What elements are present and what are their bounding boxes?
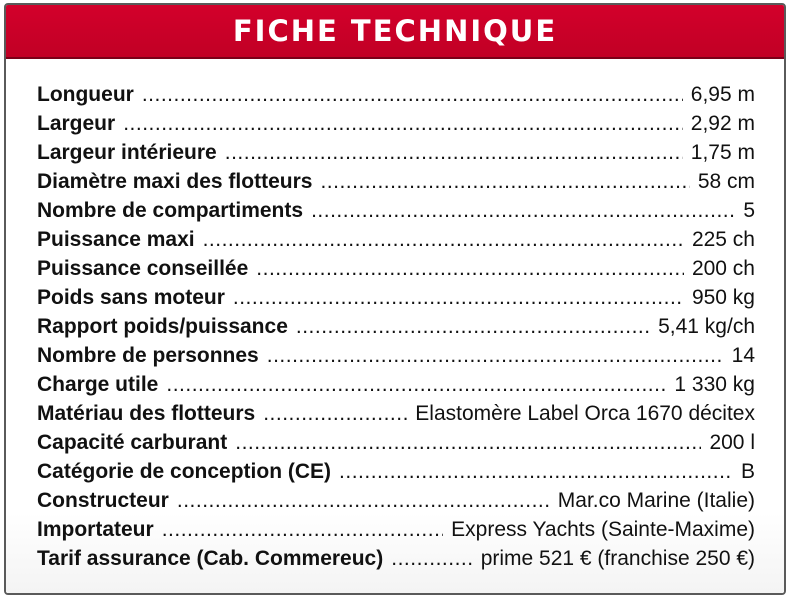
spec-row [37, 199, 755, 228]
dot-leader [162, 518, 443, 542]
spec-label: Matériau des flotteurs [37, 402, 256, 425]
spec-label: Nombre de compartiments [37, 199, 304, 222]
spec-row [37, 402, 755, 431]
spec-label: Importateur [37, 518, 154, 541]
spec-label: Capacité carburant [37, 431, 228, 454]
dot-leader [311, 199, 735, 223]
spec-row [37, 431, 755, 460]
spec-value: prime 521 € (franchise 250 €) [480, 547, 755, 570]
spec-value: Elastomère Label Orca 1670 décitex [415, 402, 755, 425]
spec-label: Catégorie de conception (CE) [37, 460, 332, 483]
spec-row [37, 489, 755, 518]
dot-leader [142, 83, 683, 107]
dot-leader [320, 170, 689, 194]
spec-value: B [740, 460, 755, 483]
spec-row [37, 170, 755, 199]
spec-label: Longueur [37, 83, 134, 106]
spec-value: 5,41 kg/ch [658, 315, 755, 338]
spec-value: 5 [743, 199, 755, 222]
spec-label: Puissance conseillée [37, 257, 249, 280]
dot-leader [225, 141, 683, 165]
spec-label: Nombre de personnes [37, 344, 259, 367]
spec-label: Diamètre maxi des flotteurs [37, 170, 313, 193]
spec-row [37, 518, 755, 547]
spec-value: 1 330 kg [674, 373, 755, 396]
dot-leader [256, 257, 684, 281]
spec-value: Express Yachts (Sainte-Maxime) [451, 518, 755, 541]
spec-sheet-card [4, 3, 786, 595]
spec-list [37, 83, 755, 576]
spec-label: Constructeur [37, 489, 169, 512]
spec-value: 200 l [709, 431, 755, 454]
spec-label: Poids sans moteur [37, 286, 225, 309]
spec-value: 14 [731, 344, 755, 367]
spec-row [37, 257, 755, 286]
dot-leader [267, 344, 724, 368]
dot-leader [166, 373, 666, 397]
spec-value: 2,92 m [690, 112, 755, 135]
header-banner [6, 5, 784, 59]
spec-value: 1,75 m [690, 141, 755, 164]
spec-value: 950 kg [691, 286, 755, 309]
spec-body [6, 59, 784, 593]
spec-row [37, 112, 755, 141]
spec-value: 6,95 m [690, 83, 755, 106]
dot-leader [339, 460, 733, 484]
spec-label: Tarif assurance (Cab. Commereuc) [37, 547, 384, 570]
spec-row [37, 141, 755, 170]
dot-leader [177, 489, 550, 513]
spec-row [37, 373, 755, 402]
dot-leader [123, 112, 683, 136]
spec-label: Puissance maxi [37, 228, 195, 251]
spec-label: Largeur [37, 112, 116, 135]
dot-leader [263, 402, 407, 426]
spec-row [37, 315, 755, 344]
dot-leader [203, 228, 684, 252]
dot-leader [391, 547, 472, 571]
spec-label: Rapport poids/puissance [37, 315, 288, 338]
spec-value: 225 ch [691, 228, 755, 251]
spec-row [37, 547, 755, 576]
spec-row [37, 286, 755, 315]
spec-row [37, 344, 755, 373]
spec-label: Largeur intérieure [37, 141, 217, 164]
spec-row [37, 228, 755, 257]
page-title: FICHE TECHNIQUE [232, 14, 558, 48]
dot-leader [233, 286, 684, 310]
spec-row [37, 83, 755, 112]
spec-row [37, 460, 755, 489]
spec-value: 200 ch [691, 257, 755, 280]
dot-leader [235, 431, 701, 455]
spec-label: Charge utile [37, 373, 159, 396]
dot-leader [296, 315, 650, 339]
spec-value: 58 cm [697, 170, 755, 193]
spec-value: Mar.co Marine (Italie) [557, 489, 755, 512]
